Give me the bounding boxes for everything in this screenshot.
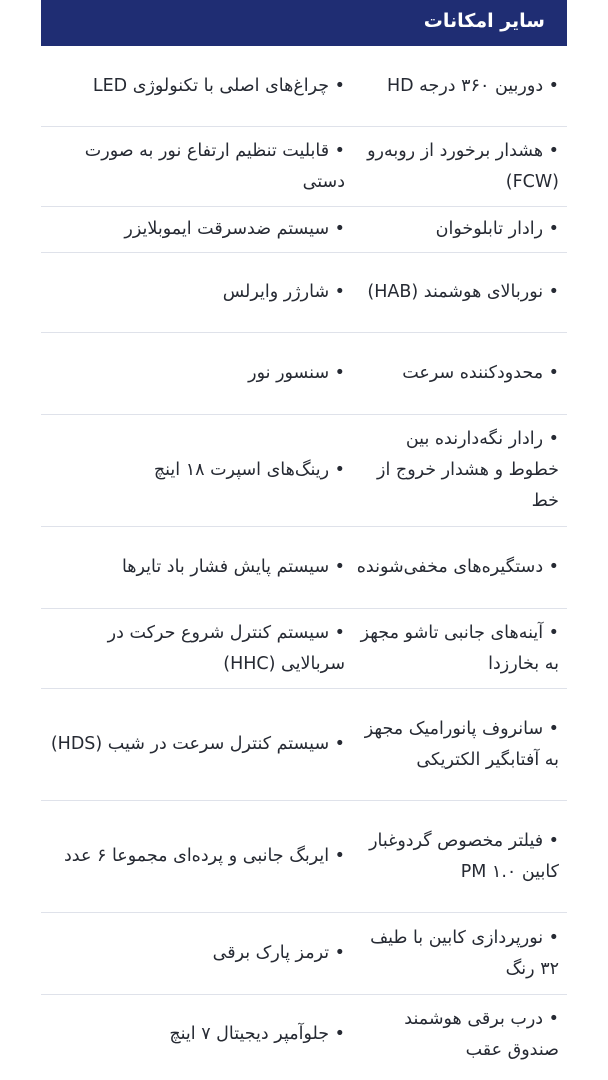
table-row	[41, 688, 567, 800]
feature-cell	[353, 995, 567, 1074]
feature-cell	[353, 801, 567, 912]
feature-text: • هشدار برخورد از روبه‌رو (FCW)	[367, 140, 559, 192]
feature-text: • قابلیت تنظیم ارتفاع نور به صورت دستی	[84, 140, 345, 192]
feature-cell	[41, 913, 353, 994]
table-row	[41, 46, 567, 126]
table-row	[41, 608, 567, 688]
feature-cell	[353, 913, 567, 994]
feature-cell	[353, 127, 567, 206]
feature-cell	[41, 415, 353, 526]
feature-text: • ایربگ جانبی و پرده‌ای مجموعا ۶ عدد	[64, 846, 345, 866]
feature-cell	[353, 415, 567, 526]
feature-cell	[41, 333, 353, 414]
table-row	[41, 206, 567, 252]
feature-text: • رینگ‌های اسپرت ۱۸ اینچ	[153, 460, 345, 480]
feature-text: • سنسور نور	[248, 363, 345, 383]
table-row	[41, 800, 567, 912]
feature-cell	[41, 127, 353, 206]
feature-text: • فیلتر مخصوص گردوغبار کابین PM ۱.۰	[369, 830, 559, 882]
feature-text: • چراغ‌های اصلی با تکنولوژی LED	[92, 75, 345, 96]
feature-text: • دستگیره‌های مخفی‌شونده	[356, 557, 559, 577]
table-row	[41, 126, 567, 206]
feature-cell	[353, 253, 567, 332]
table-row	[41, 252, 567, 332]
table-row	[41, 912, 567, 994]
feature-cell	[353, 333, 567, 414]
table-row	[41, 994, 567, 1074]
feature-text: • سانروف پانورامیک مجهز به آفتابگیر الکتریکی	[364, 718, 559, 770]
table-row	[41, 526, 567, 608]
feature-text: • سیستم کنترل سرعت در شیب (HDS)	[50, 734, 345, 754]
feature-cell	[353, 689, 567, 800]
feature-text: • شارژر وایرلس	[222, 282, 345, 302]
feature-cell	[41, 995, 353, 1074]
feature-text: • نوربالای هوشمند (HAB)	[367, 282, 559, 302]
feature-cell	[353, 46, 567, 126]
section-title: سایر امکانات	[41, 0, 567, 46]
feature-text: • رادار تابلوخوان	[435, 219, 559, 239]
feature-text: • ترمز پارک برقی	[212, 943, 345, 963]
feature-cell	[41, 527, 353, 608]
feature-text: • رادار نگه‌دارنده بین خطوط و هشدار خروج از خط	[377, 429, 559, 511]
feature-text: • سیستم ضدسرقت ایموبلایزر	[124, 219, 345, 239]
feature-cell	[41, 46, 353, 126]
feature-cell	[353, 527, 567, 608]
feature-cell	[41, 207, 353, 252]
feature-text: • دوربین ۳۶۰ درجه HD	[386, 75, 559, 96]
table-row	[41, 414, 567, 526]
feature-cell	[353, 207, 567, 252]
feature-text: • نورپردازی کابین با طیف ۳۲ رنگ	[370, 927, 559, 979]
feature-cell	[353, 609, 567, 688]
feature-cell	[41, 801, 353, 912]
feature-cell	[41, 253, 353, 332]
feature-text: • درب برقی هوشمند صندوق عقب	[404, 1008, 559, 1060]
feature-text: • محدودکننده سرعت	[402, 363, 559, 383]
feature-text: • جلوآمپر دیجیتال ۷ اینچ	[169, 1024, 345, 1044]
table-row	[41, 332, 567, 414]
feature-cell	[41, 689, 353, 800]
feature-text: • سیستم پایش فشار باد تایرها	[121, 557, 345, 577]
feature-text: • آینه‌های جانبی تاشو مجهز به بخارزدا	[360, 622, 559, 674]
feature-text: • سیستم کنترل شروع حرکت در سربالایی (HHC)	[107, 622, 345, 674]
feature-cell	[41, 609, 353, 688]
